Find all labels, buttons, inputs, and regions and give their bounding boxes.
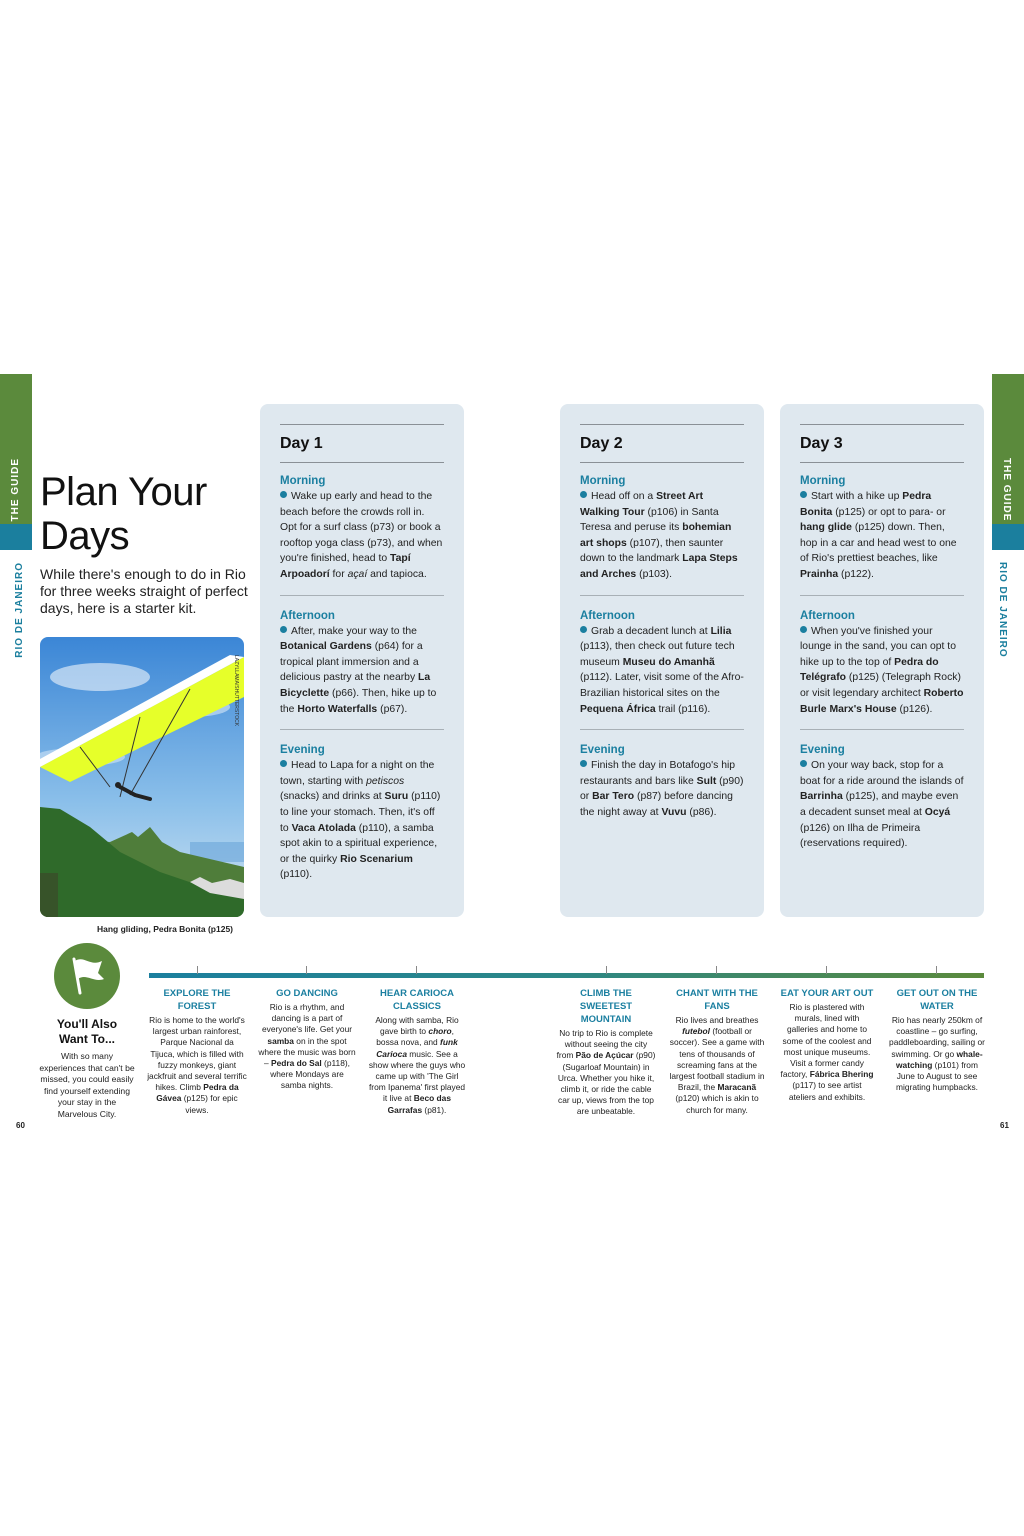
- timeline-item: [147, 987, 247, 1116]
- time-slot-heading: Afternoon: [800, 609, 855, 622]
- flag-icon: [54, 943, 120, 1009]
- highlighted-place: whale-watching: [896, 1048, 983, 1070]
- slot-divider: [580, 729, 744, 730]
- time-slot-heading: Morning: [800, 475, 846, 487]
- time-slot-heading: Evening: [280, 744, 325, 757]
- card-rule: [800, 424, 964, 425]
- text-fragment: Start with a hike up: [811, 491, 903, 502]
- timeline-item-text: [368, 1015, 466, 1116]
- highlighted-place: hang glide: [800, 522, 852, 534]
- text-fragment: (p110) to line your stomach. Then, it's off to: [280, 791, 441, 834]
- timeline-item-text: [667, 1015, 767, 1116]
- timeline-item-title: GO DANCING: [276, 988, 338, 999]
- card-rule: [580, 424, 744, 425]
- text-fragment: (p113), then check out future tech museum: [580, 641, 735, 668]
- text-fragment: for: [329, 568, 348, 580]
- text-fragment: No trip to Rio is complete without seeing the city from: [556, 1028, 653, 1061]
- text-fragment: (p101) from June to August to see migrating humpbacks.: [896, 1059, 978, 1093]
- day-title: Day 1: [280, 435, 323, 452]
- highlighted-place: Pão de Açúcar: [575, 1050, 634, 1061]
- text-fragment: (p106) in Santa Teresa and peruse its: [580, 506, 719, 534]
- side-tab-guide-label: THE GUIDE: [10, 458, 21, 522]
- left-side-tab: [0, 374, 32, 550]
- side-tab-teal-block: [992, 524, 1024, 550]
- day-card-3: [780, 404, 984, 917]
- text-fragment: petiscos: [366, 775, 405, 787]
- text-fragment: (p125), and maybe even a decadent sunset meal at: [800, 791, 959, 818]
- time-slot-text: [580, 758, 744, 820]
- highlighted-place: Maracanã: [717, 1082, 757, 1093]
- time-slot-heading: Afternoon: [280, 609, 335, 622]
- text-fragment: (football or soccer). See a game with tens of thousands of screaming fans at the largest football stadium in Brazil, the: [669, 1026, 765, 1093]
- highlighted-place: Prainha: [800, 568, 839, 580]
- text-fragment: açaí: [347, 568, 368, 580]
- text-fragment: (snacks) and drinks at: [280, 791, 385, 803]
- timeline-item-text: [556, 1028, 656, 1118]
- time-slot-heading: Morning: [580, 475, 626, 487]
- timeline-tick: [197, 966, 198, 974]
- timeline-item: [667, 987, 767, 1116]
- text-fragment: (p120) which is akin to church for many.: [675, 1093, 759, 1115]
- highlighted-place: Lilia: [710, 625, 732, 637]
- highlighted-place: Tapí Arpoadorí: [280, 553, 411, 580]
- bullet-icon: [580, 491, 587, 498]
- bullet-icon: [800, 760, 807, 767]
- timeline-item-title: EAT YOUR ART OUT: [780, 988, 874, 999]
- highlighted-place: Vaca Atolada: [291, 822, 356, 834]
- bullet-icon: [280, 760, 287, 767]
- highlighted-place: Museu do Amanhã: [622, 656, 715, 668]
- timeline-tick: [936, 966, 937, 974]
- time-slot-text: [280, 758, 444, 883]
- highlighted-place: Ocyá: [924, 806, 951, 818]
- highlighted-place: Sult: [696, 775, 717, 787]
- text-fragment: (p122).: [838, 568, 874, 580]
- slot-divider: [280, 729, 444, 730]
- photo-credit: LAZYLLAMA/SHUTTERSTOCK: [233, 655, 239, 727]
- timeline-item-text: [887, 1015, 987, 1093]
- page-title: Plan Your Days: [40, 470, 207, 558]
- timeline-item-title: EXPLORE THE FOREST: [163, 988, 231, 1012]
- text-fragment: When you've finished your lounge in the sand, you can opt to hike up to the top of: [800, 625, 956, 668]
- slot-divider: [800, 595, 964, 596]
- text-fragment: After, make your way to the: [291, 625, 417, 637]
- highlighted-place: bohemian art shops: [580, 522, 732, 549]
- side-tab-city-label: RIO DE JANEIRO: [997, 562, 1008, 658]
- highlighted-place: Barrinha: [800, 791, 843, 803]
- time-slot-text: [280, 624, 444, 718]
- day-title: Day 2: [580, 435, 623, 452]
- timeline-item-title: GET OUT ON THE WATER: [896, 988, 978, 1012]
- bullet-icon: [580, 626, 587, 633]
- card-rule: [280, 462, 444, 463]
- page-number-left: 60: [16, 1121, 25, 1130]
- highlighted-place: Bar Tero: [592, 791, 635, 803]
- text-fragment: Rio is plastered with murals, lined with galleries and home to some of the coolest and most unique museums. Visit a former candy factory,: [780, 1002, 872, 1080]
- side-tab-teal-block: [0, 524, 32, 550]
- slot-divider: [800, 729, 964, 730]
- slot-divider: [580, 595, 744, 596]
- right-side-tab: [992, 374, 1024, 550]
- side-tab-city-label: RIO DE JANEIRO: [14, 562, 25, 658]
- time-slot-text: [800, 758, 964, 852]
- text-fragment: on in the spot where the music was born –: [258, 1035, 356, 1069]
- side-tab-guide-label: THE GUIDE: [1001, 458, 1012, 522]
- text-fragment: Rio is home to the world's largest urban rainforest, Parque Nacional da Tijuca, which is filled with fuzzy monkeys, giant jackfruit and several terrific hikes. Climb: [147, 1015, 247, 1093]
- timeline-item-title: CHANT WITH THE FANS: [676, 988, 758, 1012]
- timeline-tick: [306, 966, 307, 974]
- highlighted-place: Vuvu: [661, 806, 687, 818]
- timeline-item-title: HEAR CARIOCA CLASSICS: [380, 988, 454, 1012]
- text-fragment: (p125) or opt to para- or: [832, 506, 946, 518]
- timeline-item-text: [147, 1015, 247, 1116]
- text-fragment: , bossa nova, and: [376, 1026, 454, 1048]
- timeline-item: [258, 987, 356, 1092]
- highlighted-place: Pedra da Gávea: [156, 1082, 239, 1104]
- time-slot-heading: Evening: [580, 744, 625, 757]
- text-fragment: (p66). Then, hike up to the: [280, 687, 437, 715]
- text-fragment: (p90) or: [580, 775, 744, 803]
- card-rule: [580, 462, 744, 463]
- timeline-bar: [149, 973, 984, 978]
- timeline-item: [368, 987, 466, 1116]
- text-fragment: and tapioca.: [367, 568, 427, 580]
- text-fragment: (p87) before dancing the night away at: [580, 791, 733, 818]
- highlighted-place: Beco das Garrafas: [387, 1093, 451, 1115]
- text-fragment: (p125) down. Then, hop in a car and head west to one of Rio's prettiest beaches, like: [800, 522, 957, 565]
- time-slot-text: [580, 624, 744, 718]
- text-fragment: On your way back, stop for a boat for a ride around the islands of: [800, 760, 964, 787]
- text-fragment: (p117) to see artist ateliers and exhibits.: [788, 1080, 866, 1102]
- photo-caption: Hang gliding, Pedra Bonita (p125): [97, 924, 234, 934]
- highlighted-place: Pequena África: [580, 703, 656, 715]
- text-fragment: Rio has nearly 250km of coastline – go surfing, paddleboarding, sailing or swimming. Or go: [889, 1015, 985, 1059]
- time-slot-text: [800, 489, 964, 583]
- timeline-item: [556, 987, 656, 1118]
- text-fragment: Rio lives and breathes: [675, 1015, 759, 1025]
- highlighted-place: funk Carioca: [376, 1037, 458, 1059]
- timeline-item: [778, 987, 876, 1103]
- timeline-tick: [826, 966, 827, 974]
- day-card-2: [560, 404, 764, 917]
- text-fragment: (p110).: [280, 869, 313, 881]
- text-fragment: (p126) on Ilha de Primeira (reservations required).: [800, 822, 921, 850]
- timeline-tick: [416, 966, 417, 974]
- time-slot-text: [580, 489, 744, 583]
- text-fragment: (p107), then saunter down to the landmark: [580, 537, 724, 565]
- bullet-icon: [280, 491, 287, 498]
- flag-badge: [54, 943, 120, 1009]
- highlighted-place: samba: [267, 1035, 294, 1046]
- text-fragment: Along with samba, Rio gave birth to: [375, 1015, 459, 1037]
- card-rule: [280, 424, 444, 425]
- highlighted-place: Pedra do Sal: [271, 1058, 322, 1069]
- text-fragment: Grab a decadent lunch at: [591, 625, 711, 637]
- text-fragment: Wake up early and head to the beach before the crowds roll in. Opt for a surf class (p73) or book a rooftop yoga class (p73), and when you're finished, head to: [280, 491, 443, 565]
- also-heading: You'll Also Want To...: [56, 1017, 118, 1046]
- text-fragment: Finish the day in Botafogo's hip restaurants and bars like: [580, 760, 736, 787]
- bullet-icon: [800, 626, 807, 633]
- text-fragment: Head off on a: [591, 491, 657, 502]
- text-fragment: music. See a show where the guys who came up with 'The Girl from Ipanema' first played it live at: [368, 1048, 466, 1104]
- slot-divider: [280, 595, 444, 596]
- text-fragment: (p90) (Sugarloaf Mountain) in Urca. Whether you hike it, climb it, or ride the cable car up, views from the top are unbeatable.: [557, 1050, 656, 1117]
- highlighted-place: Horto Waterfalls: [297, 703, 378, 715]
- time-slot-heading: Afternoon: [580, 609, 635, 622]
- timeline-item-text: [258, 1002, 356, 1092]
- highlighted-place: choro: [428, 1026, 452, 1037]
- hang-gliding-photo: [40, 637, 244, 917]
- text-fragment: (p125) (Telegraph Rock) or visit legendary architect: [800, 672, 961, 699]
- timeline-item-text: [778, 1002, 876, 1103]
- text-fragment: (p67).: [377, 703, 408, 715]
- highlighted-place: Suru: [384, 791, 409, 803]
- highlighted-place: Roberto Burle Marx's House: [800, 687, 964, 715]
- time-slot-text: [800, 624, 964, 718]
- card-rule: [800, 462, 964, 463]
- intro-text: While there's enough to do in Rio for three weeks straight of perfect days, here is a starter kit.: [40, 566, 248, 616]
- text-fragment: (p81).: [422, 1104, 447, 1115]
- highlighted-place: futebol: [682, 1026, 710, 1037]
- highlighted-place: Rio Scenarium: [340, 853, 413, 865]
- bullet-icon: [800, 491, 807, 498]
- hang-glider-illustration: [40, 637, 244, 917]
- text-fragment: (p103).: [636, 568, 673, 580]
- timeline-tick: [606, 966, 607, 974]
- time-slot-heading: Morning: [280, 475, 326, 487]
- highlighted-place: Botanical Gardens: [280, 641, 372, 653]
- timeline-item-title: CLIMB THE SWEETEST MOUNTAIN: [579, 988, 633, 1025]
- also-text: With so many experiences that can't be missed, you could easily find yourself extending your stay in the Marvelous City.: [39, 1051, 135, 1119]
- highlighted-place: Lapa Steps and Arches: [580, 553, 738, 580]
- time-slot-text: [280, 489, 444, 583]
- highlighted-place: Pedra Bonita: [800, 491, 932, 518]
- text-fragment: (p125) for epic views.: [181, 1093, 238, 1115]
- highlighted-place: Pedra do Telégrafo: [800, 656, 939, 684]
- highlighted-place: Street Art Walking Tour: [580, 491, 704, 518]
- timeline-item: [887, 987, 987, 1093]
- text-fragment: (p86).: [686, 806, 717, 818]
- text-fragment: (p110), a samba spot akin to a spiritual experience, or the quirky: [280, 822, 438, 865]
- time-slot-heading: Evening: [800, 744, 845, 757]
- day-title: Day 3: [800, 435, 843, 452]
- text-fragment: (p64) for a tropical plant immersion and a delicious pastry at the nearby: [280, 641, 423, 684]
- text-fragment: Rio is a rhythm, and dancing is a part of everyone's life. Get your: [261, 1002, 353, 1035]
- text-fragment: trail (p116).: [655, 703, 711, 715]
- bullet-icon: [580, 760, 587, 767]
- page-number-right: 61: [1000, 1121, 1009, 1130]
- day-card-1: [260, 404, 464, 917]
- timeline-tick: [716, 966, 717, 974]
- text-fragment: Head to Lapa for a night on the town, starting with: [280, 760, 435, 787]
- text-fragment: (p112). Later, visit some of the Afro-Brazilian historical sites on the: [580, 672, 744, 699]
- highlighted-place: Fábrica Bhering: [809, 1069, 874, 1080]
- text-fragment: (p126).: [896, 703, 933, 715]
- highlighted-place: La Bicyclette: [280, 672, 431, 699]
- bullet-icon: [280, 626, 287, 633]
- text-fragment: (p118), where Mondays are samba nights.: [270, 1058, 350, 1091]
